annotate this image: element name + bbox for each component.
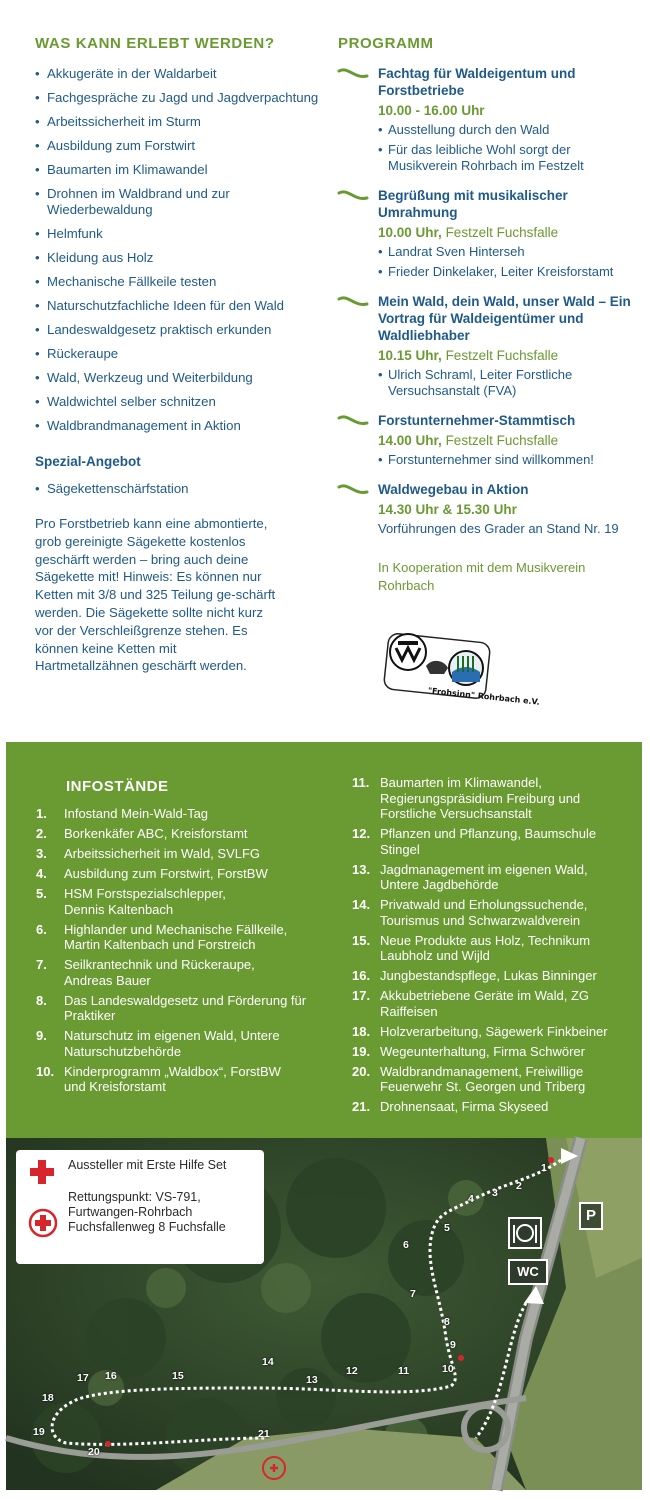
list-item: 20. Waldbrandmanagement, Freiwillige Feuerwehr St. Georgen und Triberg [352, 1063, 586, 1094]
map-stand-number: 17 [77, 1372, 89, 1384]
list-item: 19. Wegeunterhaltung, Firma Schwörer [352, 1043, 585, 1059]
cooperation-note: In Kooperation mit dem Musikverein Rohrbach [378, 560, 586, 593]
program-time: 10.15 Uhr, Festzelt Fuchsfalle [378, 348, 559, 363]
map-stand-number: 3 [492, 1187, 498, 1199]
wave-icon [338, 189, 368, 203]
program-title: Forstunternehmer-Stammtisch [378, 413, 576, 428]
map-stand-number: 18 [42, 1392, 54, 1404]
info-stands-list-right [352, 775, 637, 1119]
wc-badge: WC [508, 1259, 548, 1285]
program-sublist [378, 367, 643, 399]
program-sublist [378, 244, 643, 280]
wave-icon [338, 295, 368, 309]
list-item: 3. Arbeitssicherheit im Wald, SVLFG [36, 846, 261, 861]
map-stand-number: 6 [403, 1239, 409, 1251]
program-title: Fachtag für Waldeigentum und Forstbetriebe [378, 66, 576, 98]
info-stands-list-left [36, 806, 336, 1099]
list-item: • Landrat Sven Hinterseh [378, 244, 643, 260]
list-item: 4. Ausbildung zum Forstwirt, ForstBW [36, 866, 268, 881]
list-item: • Waldbrandmanagement in Aktion [35, 418, 335, 434]
list-item: 14. Privatwald und Erholungssuchende, Tourismus und Schwarzwaldverein [352, 897, 588, 928]
legend-rescue-label: Rettungspunkt: VS-791, Furtwangen-Rohrbach Fuchsfallenweg 8 Fuchsfalle [68, 1190, 226, 1234]
list-item: • Ausstellung durch den Wald [378, 122, 643, 138]
program-sublist [378, 122, 643, 174]
program-time: 14.30 Uhr & 15.30 Uhr [378, 502, 517, 517]
list-item: • Naturschutzfachliche Ideen für den Wald [35, 298, 335, 314]
list-item: • Drohnen im Waldbrand und zur Wiederbewaldung [35, 186, 335, 218]
map-stand-number: 9 [450, 1339, 456, 1351]
program-item [338, 481, 643, 537]
program-time: 14.00 Uhr, Festzelt Fuchsfalle [378, 433, 559, 448]
list-item: 5. HSM Forstspezialschlepper, Dennis Kaltenbach [36, 886, 226, 917]
list-item: • Für das leibliche Wohl sorgt der Musikverein Rohrbach im Festzelt [378, 142, 643, 174]
program-sublist [378, 452, 643, 468]
map-stand-number: 20 [88, 1446, 100, 1458]
svg-text:"Frohsinn" Rohrbach e.V.: "Frohsinn" Rohrbach e.V. [427, 686, 541, 707]
experience-heading: WAS KANN ERLEBT WERDEN? [35, 35, 275, 52]
program-item [338, 293, 643, 399]
map-stand-number: 8 [444, 1316, 450, 1328]
program-item [338, 65, 643, 174]
map-stand-number: 5 [444, 1222, 450, 1234]
list-item: 11. Baumarten im Klimawandel, Regierungspräsidium Freiburg und Forstliche Versuchsanstalt [352, 775, 581, 821]
program-item [338, 412, 643, 468]
list-item: • Frieder Dinkelaker, Leiter Kreisforstamt [378, 264, 643, 280]
map-stand-number: 4 [468, 1193, 474, 1205]
experience-column [35, 35, 335, 675]
program-title: Begrüßung mit musikalischer Umrahmung [378, 188, 568, 220]
map-stand-number: 14 [262, 1356, 274, 1368]
list-item: 16. Jungbestandspflege, Lukas Binninger [352, 968, 597, 983]
map-stand-number: 1 [541, 1162, 547, 1174]
list-item: • Ausbildung zum Forstwirt [35, 138, 335, 154]
program-time: 10.00 - 16.00 Uhr [378, 103, 485, 118]
list-item: 8. Das Landeswaldgesetz und Förderung für Praktiker [36, 992, 307, 1023]
list-item: • Landeswaldgesetz praktisch erkunden [35, 322, 335, 338]
list-item: • Akkugeräte in der Waldarbeit [35, 66, 335, 82]
list-item: 13. Jagdmanagement im eigenen Wald, Untere Jagdbehörde [352, 861, 588, 892]
program-column [338, 35, 643, 595]
map-stand-number: 21 [258, 1428, 270, 1440]
list-item: • Helmfunk [35, 226, 335, 242]
top-section [0, 0, 650, 740]
first-aid-cross-icon [28, 1158, 56, 1186]
list-item: 10. Kinderprogramm „Waldbox“, ForstBW und Kreisforstamt [36, 1063, 281, 1094]
legend-first-aid-label: Aussteller mit Erste Hilfe Set [68, 1158, 227, 1172]
map-stand-number: 11 [398, 1365, 410, 1377]
list-item: • Forstunternehmer sind willkommen! [378, 452, 643, 468]
list-item: 15. Neue Produkte aus Holz, Technikum Laubholz und Wijld [352, 932, 591, 963]
program-time: 10.00 Uhr, Festzelt Fuchsfalle [378, 225, 559, 240]
list-item: • Mechanische Fällkeile testen [35, 274, 335, 290]
experience-list [35, 66, 335, 434]
list-item: • Sägekettenschärfstation [35, 481, 335, 497]
list-item: 9. Naturschutz im eigenen Wald, Untere Naturschutzbehörde [36, 1028, 280, 1059]
parking-badge: P [579, 1202, 603, 1230]
map-stand-number: 10 [442, 1363, 454, 1375]
program-title: Waldwegebau in Aktion [378, 482, 529, 497]
program-note: Vorführungen des Grader an Stand Nr. 19 [378, 521, 619, 536]
list-item: • Arbeitssicherheit im Sturm [35, 114, 335, 130]
musikverein-logo [382, 630, 541, 707]
site-map [6, 1138, 642, 1490]
rescue-point-icon [28, 1208, 58, 1238]
list-item: 18. Holzverarbeitung, Sägewerk Finkbeiner [352, 1023, 608, 1039]
food-icon [508, 1217, 542, 1249]
map-stand-number: 7 [410, 1288, 416, 1300]
list-item: • Baumarten im Klimawandel [35, 162, 335, 178]
wave-icon [338, 483, 368, 497]
map-stand-number: 19 [33, 1426, 45, 1438]
map-stand-number: 15 [172, 1370, 184, 1382]
list-item: • Fachgespräche zu Jagd und Jagdverpachtung [35, 90, 335, 106]
list-item: • Kleidung aus Holz [35, 250, 335, 266]
program-item [338, 187, 643, 280]
map-stand-number: 13 [306, 1374, 318, 1386]
program-heading: PROGRAMM [338, 35, 434, 52]
list-item: 2. Borkenkäfer ABC, Kreisforstamt [36, 826, 248, 841]
map-stand-number: 12 [346, 1365, 358, 1377]
list-item: • Ulrich Schraml, Leiter Forstliche Versuchsanstalt (FVA) [378, 367, 643, 399]
wave-icon [338, 414, 368, 428]
list-item: 12. Pflanzen und Pflanzung, Baumschule Stingel [352, 826, 597, 857]
list-item: 1. Infostand Mein-Wald-Tag [36, 806, 209, 821]
wave-icon [338, 67, 368, 81]
list-item: 7. Seilkrantechnik und Rückeraupe, Andreas Bauer [36, 957, 255, 988]
list-item: • Wald, Werkzeug und Weiterbildung [35, 370, 335, 386]
program-title: Mein Wald, dein Wald, unser Wald – Ein Vortrag für Waldeigentümer und Waldliebhaber [378, 294, 631, 343]
map-legend [16, 1150, 264, 1264]
list-item: 17. Akkubetriebene Geräte im Wald, ZG Raiffeisen [352, 988, 590, 1019]
info-stands-section [6, 742, 642, 1138]
list-item: 21. Drohnensaat, Firma Skyseed [352, 1099, 549, 1114]
list-item: • Rückeraupe [35, 346, 335, 362]
map-stand-number: 2 [516, 1180, 522, 1192]
info-stands-heading: INFOSTÄNDE [66, 778, 169, 795]
special-offer-paragraph: Pro Forstbetrieb kann eine abmontierte, grob gereinigte Sägekette kostenlos geschärft werden – bring auch deine Sägekette mit! Hinweis: Es können nur Ketten mit 3/8 und 325 Teilung ge-schärft werden. Die Sägekette sollte nicht kurz vor der Verschleißgrenze stehen. Es können keine Ketten mit Hartmetallzähnen geschärft werden. [35, 516, 276, 674]
map-stand-number: 16 [105, 1370, 117, 1382]
special-offer-list [35, 481, 335, 497]
list-item: 6. Highlander und Mechanische Fällkeile, Martin Kaltenbach und Forstreich [36, 921, 288, 952]
special-offer-heading: Spezial-Angebot [35, 454, 141, 469]
list-item: • Waldwichtel selber schnitzen [35, 394, 335, 410]
